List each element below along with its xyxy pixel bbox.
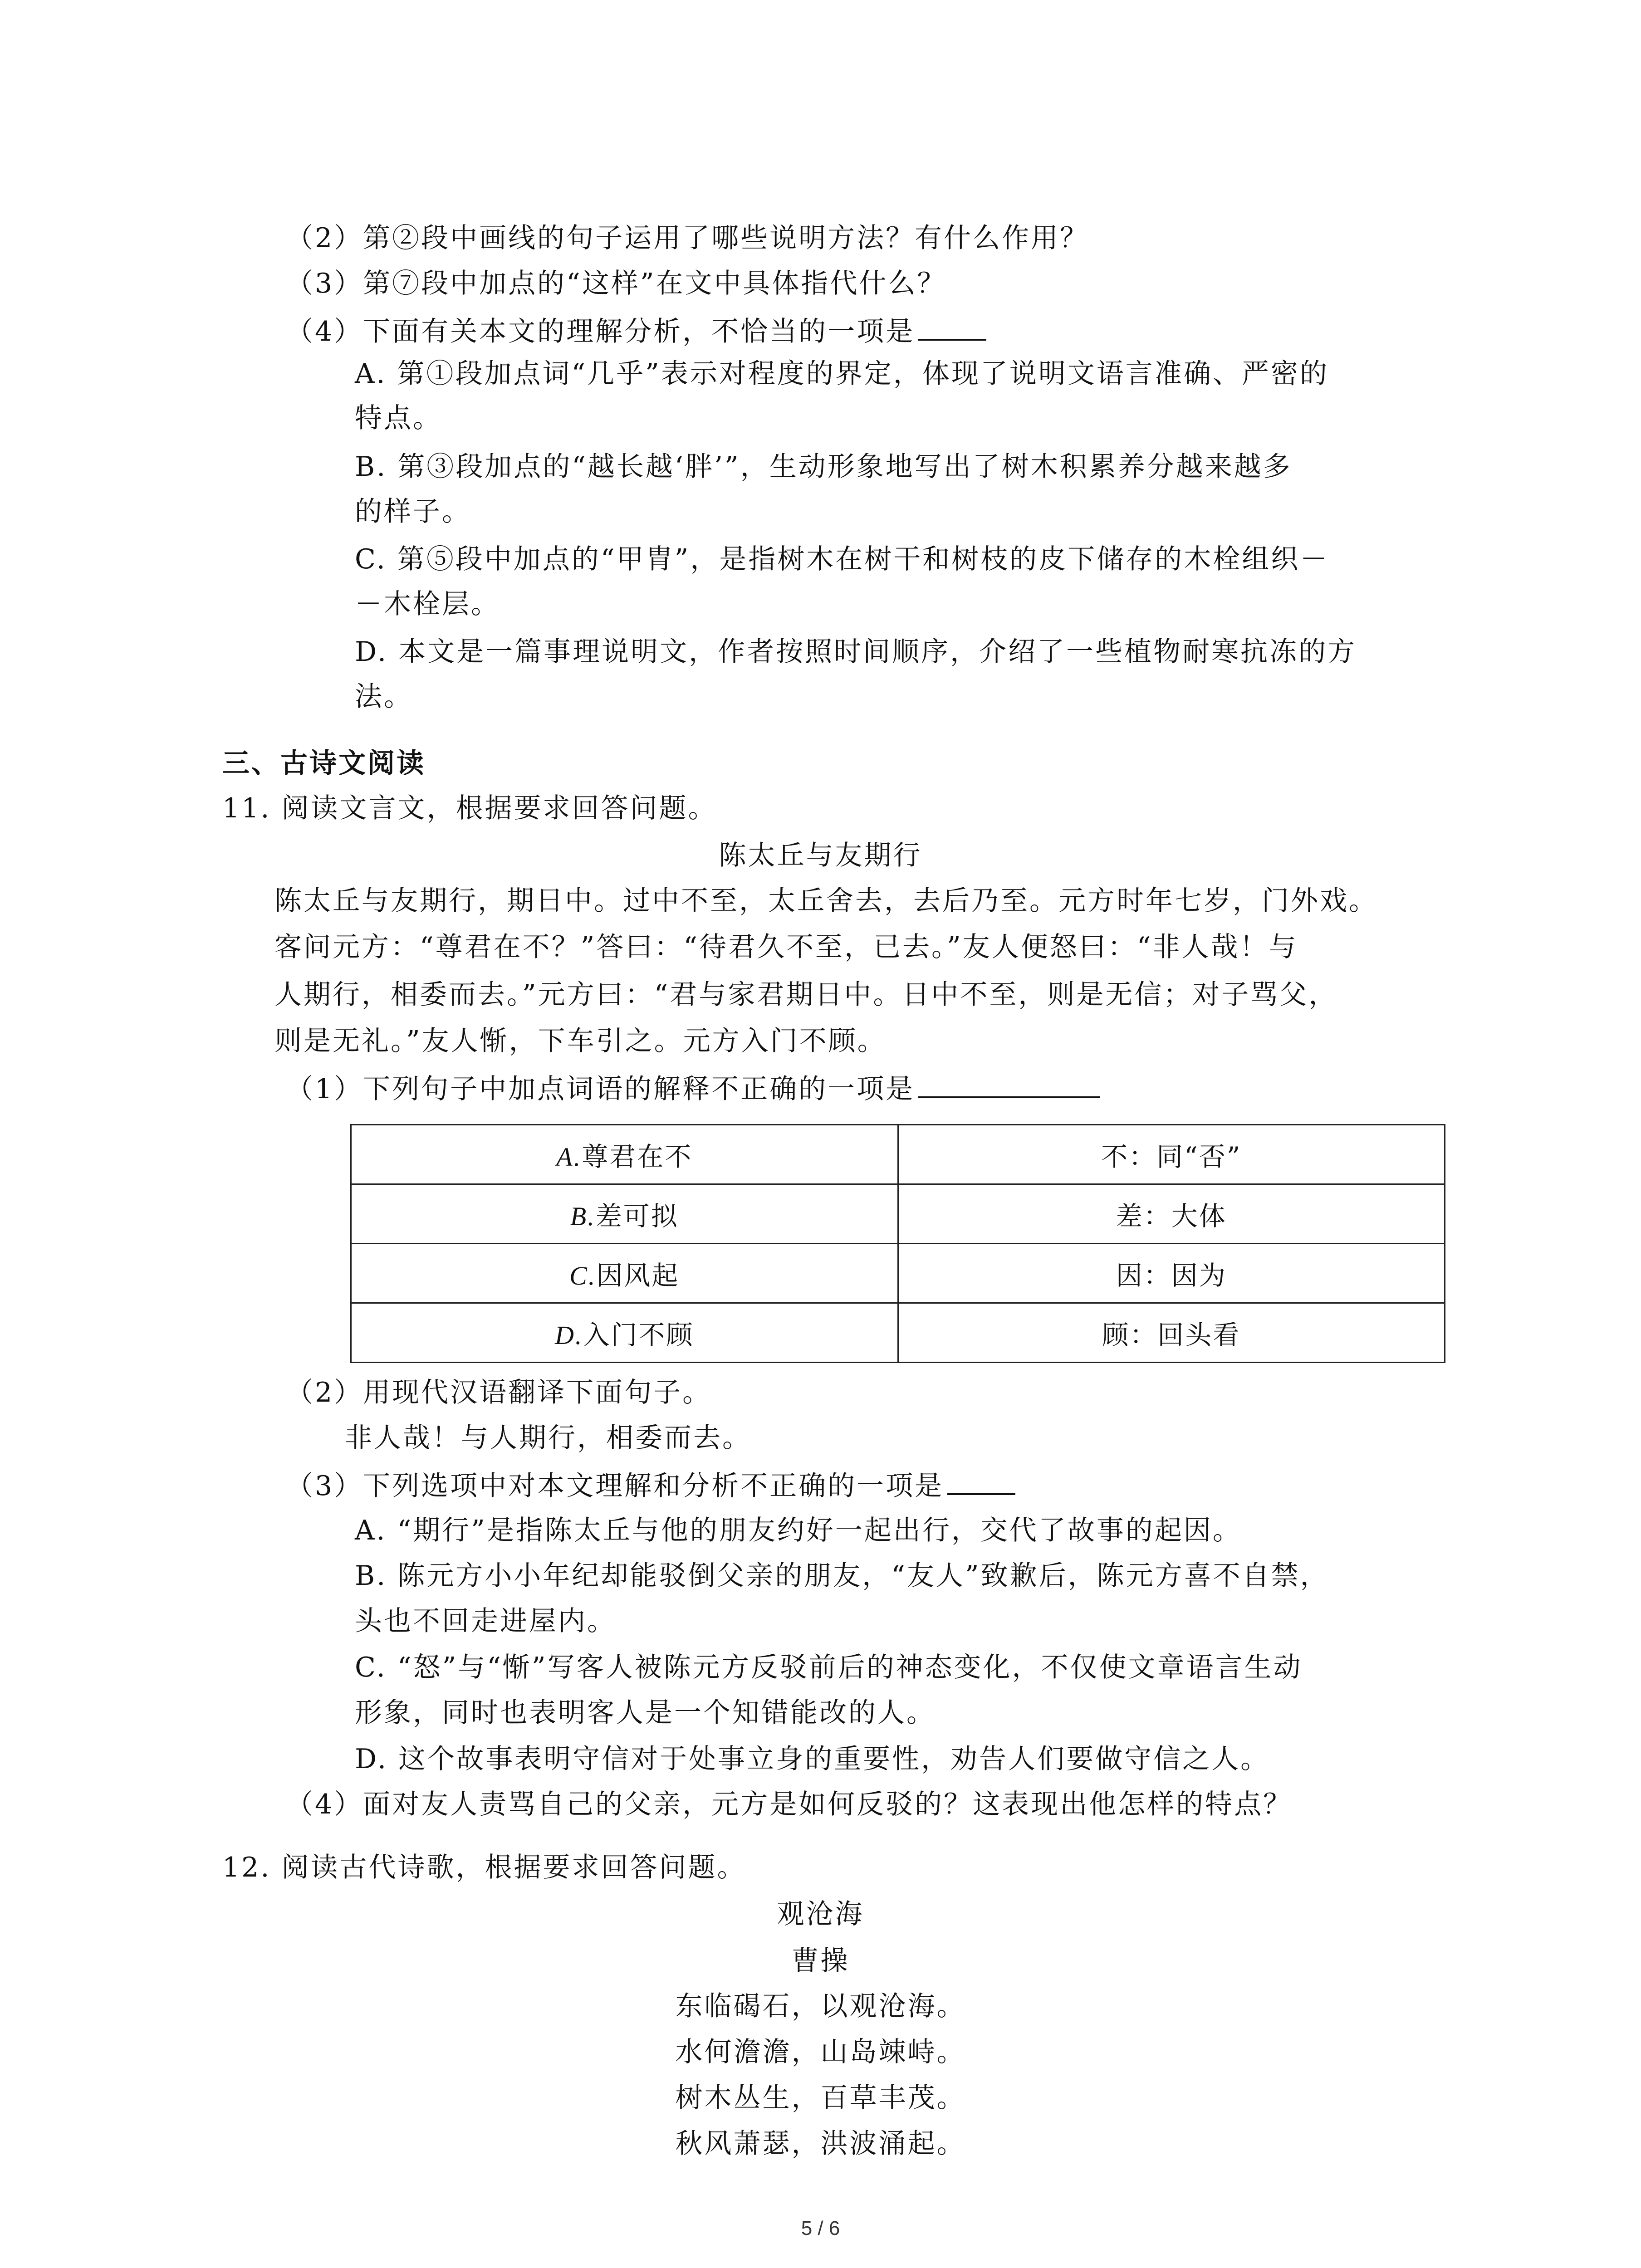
q11-3-option-c-line1: C. “怒”与“惭”写客人被陈元方反驳前后的神态变化，不仅使文章语言生动 (355, 1652, 1303, 1683)
q4-option-a-line1: A. 第①段加点词“几乎”表示对程度的界定，体现了说明文语言准确、严密的 (355, 358, 1329, 390)
q4-option-c-line2: －木栓层。 (355, 588, 500, 620)
passage-title: 陈太丘与友期行 (719, 840, 922, 871)
options-table (350, 1124, 1445, 1363)
q11-3-option-c-line2: 形象，同时也表明客人是一个知错能改的人。 (355, 1697, 936, 1729)
question-11-1 (286, 1069, 1100, 1107)
question-4-text: （4）下面有关本文的理解分析，不恰当的一项是 (286, 316, 915, 347)
page-number: 5 / 6 (801, 2217, 840, 2239)
q11-3-option-d: D. 这个故事表明守信对于处事立身的重要性，劝告人们要做守信之人。 (355, 1743, 1270, 1775)
answer-blank (918, 1069, 1100, 1098)
q4-option-d-line2: 法。 (355, 681, 413, 713)
answer-blank (918, 312, 986, 341)
table-cell-phrase (351, 1125, 898, 1184)
question-11-2: （2）用现代汉语翻译下面句子。 (286, 1377, 712, 1408)
table-row (351, 1184, 1445, 1244)
table-cell-meaning: 顾：回头看 (898, 1303, 1445, 1363)
option-phrase: 差可拟 (595, 1201, 679, 1232)
question-11-3 (286, 1466, 1015, 1504)
poem-line: 树木丛生，百草丰茂。 (675, 2082, 966, 2114)
table-cell-meaning: 因：因为 (898, 1244, 1445, 1303)
option-phrase: 尊君在不 (582, 1141, 693, 1172)
answer-blank (947, 1466, 1015, 1495)
question-11-1-text: （1）下列句子中加点词语的解释不正确的一项是 (286, 1073, 915, 1105)
question-3: （3）第⑦段中加点的“这样”在文中具体指代什么？ (286, 268, 946, 299)
table-cell-meaning: 差：大体 (898, 1184, 1445, 1244)
q4-option-b-line1: B. 第③段加点的“越长越‘胖’”，生动形象地写出了树木积累养分越来越多 (355, 451, 1292, 483)
table-cell-phrase (351, 1303, 898, 1363)
passage-line: 人期行，相委而去。”元方曰：“君与家君期日中。日中不至，则是无信；对子骂父， (274, 979, 1338, 1011)
q4-option-b-line2: 的样子。 (355, 496, 471, 528)
question-11-3-text: （3）下列选项中对本文理解和分析不正确的一项是 (286, 1470, 944, 1502)
table-row (351, 1303, 1445, 1363)
q11-3-option-b-line1: B. 陈元方小小年纪却能驳倒父亲的朋友，“友人”致歉后，陈元方喜不自禁， (355, 1560, 1329, 1592)
table-cell-phrase (351, 1184, 898, 1244)
option-letter: D. (555, 1320, 583, 1350)
table-row (351, 1125, 1445, 1184)
question-12-intro: 12. 阅读古代诗歌，根据要求回答问题。 (222, 1852, 746, 1883)
q4-option-c-line1: C. 第⑤段中加点的“甲胄”，是指树木在树干和树枝的皮下储存的木栓组织－ (355, 543, 1329, 575)
poem-title: 观沧海 (777, 1898, 864, 1930)
poem-line: 水何澹澹，山岛竦峙。 (675, 2036, 966, 2068)
passage-line: 则是无礼。”友人惭，下车引之。元方入门不顾。 (274, 1025, 887, 1057)
q4-option-a-line2: 特点。 (355, 402, 442, 434)
question-4 (286, 312, 986, 350)
q11-3-option-a: A. “期行”是指陈太丘与他的朋友约好一起出行，交代了故事的起因。 (355, 1515, 1242, 1546)
option-letter: B. (570, 1202, 596, 1231)
passage-line: 客问元方：“尊君在不？”答曰：“待君久不至，已去。”友人便怒曰：“非人哉！与 (274, 931, 1298, 963)
translate-sentence: 非人哉！与人期行，相委而去。 (345, 1422, 751, 1454)
option-phrase: 因风起 (596, 1260, 680, 1291)
question-11-intro: 11. 阅读文言文，根据要求回答问题。 (222, 792, 717, 824)
table-cell-meaning: 不：同“否” (898, 1125, 1445, 1184)
option-letter: C. (569, 1261, 597, 1290)
q4-option-d-line1: D. 本文是一篇事理说明文，作者按照时间顺序，介绍了一些植物耐寒抗冻的方 (355, 636, 1357, 668)
option-phrase: 入门不顾 (583, 1320, 694, 1350)
poem-author: 曹操 (791, 1945, 850, 1977)
section-heading: 三、古诗文阅读 (222, 748, 426, 779)
table-row (351, 1244, 1445, 1303)
option-letter: A. (556, 1142, 582, 1172)
question-2: （2）第②段中画线的句子运用了哪些说明方法？有什么作用？ (286, 222, 1089, 254)
question-11-4: （4）面对友人责骂自己的父亲，元方是如何反驳的？这表现出他怎样的特点？ (286, 1789, 1293, 1820)
table-cell-phrase (351, 1244, 898, 1303)
poem-line: 东临碣石，以观沧海。 (675, 1990, 966, 2022)
poem-line: 秋风萧瑟，洪波涌起。 (675, 2128, 966, 2160)
passage-line: 陈太丘与友期行，期日中。过中不至，太丘舍去，去后乃至。元方时年七岁，门外戏。 (274, 885, 1378, 917)
q11-3-option-b-line2: 头也不回走进屋内。 (355, 1605, 616, 1637)
